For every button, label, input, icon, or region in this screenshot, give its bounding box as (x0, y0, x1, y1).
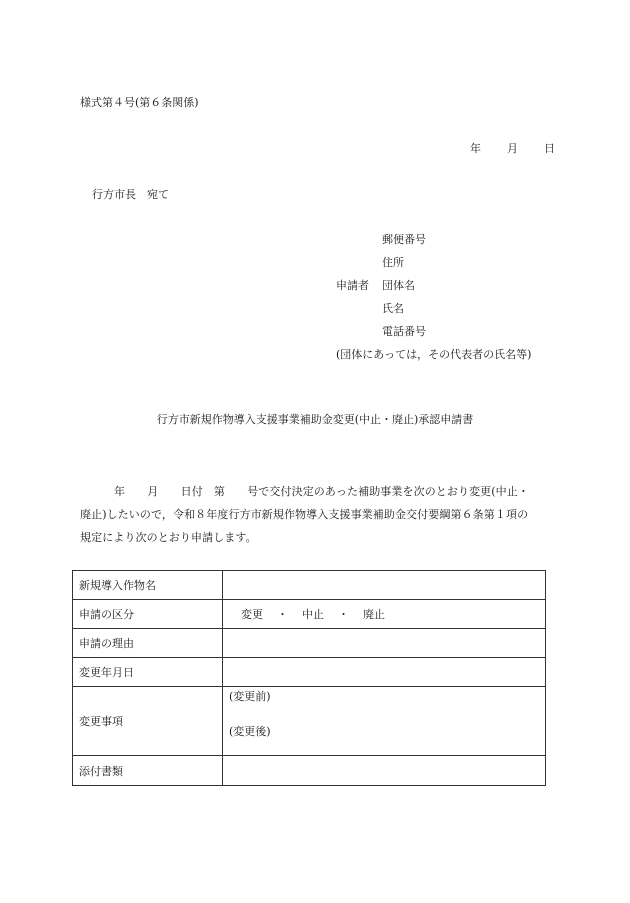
row-label-reason: 申請の理由 (73, 629, 223, 658)
option-abolish[interactable]: 廃止 (363, 608, 385, 621)
option-separator: ・ (338, 608, 349, 621)
row-label-category: 申請の区分 (73, 600, 223, 629)
date-day-label: 日 (544, 142, 555, 155)
form-number: 様式第４号(第６条関係) (80, 96, 199, 109)
addressee: 行方市長 宛て (92, 188, 169, 201)
table-row (73, 658, 546, 687)
row-value-attachments[interactable] (223, 756, 546, 786)
table-row (73, 629, 546, 658)
change-before-label: (変更前) (229, 690, 271, 703)
option-cancel[interactable]: 中止 (302, 608, 324, 621)
row-value-change-items[interactable] (223, 687, 546, 756)
body-line-2: 廃止)したいので，令和８年度行方市新規作物導入支援事業補助金交付要綱第６条第１項の (80, 508, 529, 521)
table-row (73, 687, 546, 756)
table-row (73, 600, 546, 629)
row-label-change-items: 変更事項 (73, 687, 223, 756)
row-value-reason[interactable] (223, 629, 546, 658)
application-table (72, 570, 546, 786)
body-line-3: 規定により次のとおり申請します。 (80, 531, 257, 544)
row-label-crop: 新規導入作物名 (73, 571, 223, 600)
table-row (73, 756, 546, 786)
body-line-1: 年 月 日付 第 号で交付決定のあった補助事業を次のとおり変更(中止・ (114, 485, 529, 498)
body-paragraph (80, 480, 550, 549)
row-label-attachments: 添付書類 (73, 756, 223, 786)
row-value-category (223, 600, 546, 629)
table-row (73, 571, 546, 600)
row-label-change-date: 変更年月日 (73, 658, 223, 687)
option-separator: ・ (277, 608, 288, 621)
date-line (470, 140, 555, 156)
row-value-change-date[interactable] (223, 658, 546, 687)
change-after-label: (変更後) (229, 725, 271, 738)
date-year-label: 年 (470, 142, 481, 155)
applicant-note: (団体にあっては，その代表者の氏名等) (336, 348, 532, 361)
option-change[interactable]: 変更 (241, 608, 263, 621)
row-value-crop[interactable] (223, 571, 546, 600)
applicant-role-label: 申請者 (336, 279, 369, 292)
document-title: 行方市新規作物導入支援事業補助金変更(中止・廃止)承認申請書 (156, 413, 474, 426)
applicant-field-org: 申請者 団体名 (336, 279, 415, 292)
date-month-label: 月 (507, 142, 518, 155)
